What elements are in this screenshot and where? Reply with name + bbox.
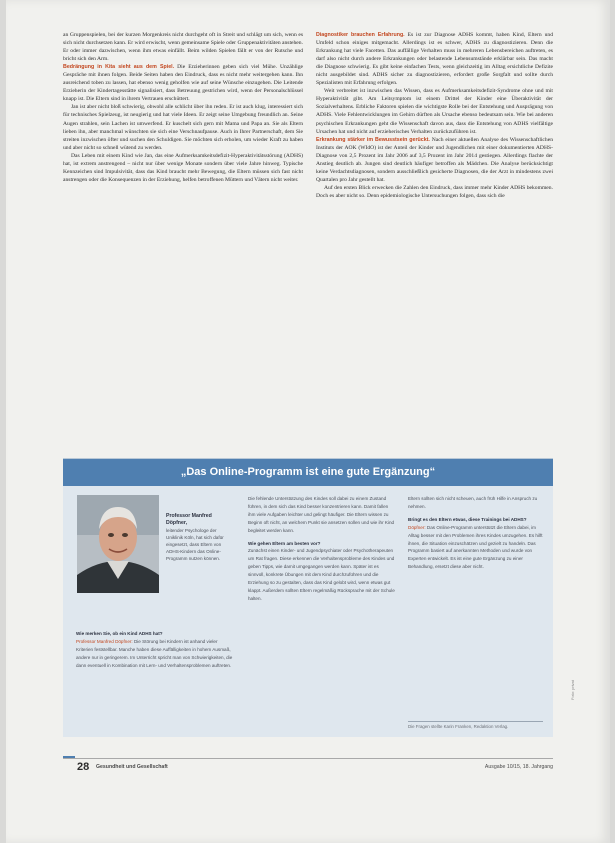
interview-answer: Döpfner: Das Online-Programm unterstützt die Eltern dabei, im Alltag besser mit den Problemen ihres Kindes umzugehen. Es hilft ihnen, die Situation einzuschätzen und gezielt zu handeln. Das Programm basiert auf anerkannten Methoden und wurde von Experten entwickelt. Es ist eine gute Ergänzung zu einer Behandlung, ersetzt diese aber nicht. [408,524,543,570]
speaker: Döpfner: [408,524,426,530]
photo-credit: Foto: privat [570,679,575,700]
interview-answer: Eltern sollten sich nicht scheuen, auch früh Hilfe in Anspruch zu nehmen. [408,496,538,509]
interview-title: „Das Online-Programm ist eine gute Ergänzung“ [63,459,553,486]
paragraph: Jan ist aber nicht bloß schwierig, obwohl alle schlicht über ihn reden. Er ist auch klug, interessiert sich für technisches Spielzeug, ist neugierig und hat viele Ideen. Er zeigt seine Umgebung freundlich an. Seine Augen strahlen, sein Lachen ist umwerfend. Er kuschelt sich gern mit Mama und Papa an. Sie als Eltern lieben ihn, aber manchmal wünschten sie sich eine Verschnaufpause. Auch in Ihrer Partnerschaft, dem Sie streiten inzwischen öfter und suchen den Schuldigen. Sie möchten sich erholen, um wieder Kraft zu haben und aber nicht so schnell wütend zu werden. [63,104,303,151]
paragraph-lead: Bedrängung in Kita sieht aus dem Spiel. [63,64,175,71]
interview-answer: Zunächst einen Kinder- und Jugendpsychiater oder Psychotherapeuten um Rat fragen. Diese erkennen die Verhaltensprobleme des Kindes und geben Tipps, wie damit umgegangen werden kann. Später ist es sinnvoll, konkrete Übungen mit dem Kind durchzuführen und die Erziehung so zu gestalten, dass das Kind gelobt wird, wenn etwas gut klappt. Außerdem sollten Eltern regelmäßig Rücksprache mit der Schule halten. [248,548,395,601]
page-number: 28 [77,761,90,773]
magazine-page [6,0,610,843]
interview-question: Wie merken Sie, ob ein Kind ADHS hat? [76,631,163,636]
paragraph-lead: Erkrankung stärker im Bewusstsein gerückt. [316,136,430,143]
article-right-column [316,31,553,200]
interview-question: Wie gehen Eltern am besten vor? [248,540,321,546]
caption-text: leitender Psychologe der Uniklinik Köln, hat sich dafür eingesetzt, dass Eltern von ADHS-Kindern das Online-Programm nutzen können. [166,528,224,561]
paragraph: Diagnostiker brauchen Erfahrung. Es ist zur Diagnose ADHS kommt, haben Kind, Eltern und Umfeld schon einiges mitgemacht. Allerdings ist es schwer, ADHS zu diagnostizieren. Denn die Erkrankung hat viele Facetten. Das auffällige Verhalten muss in mehreren Lebensbereichen auftreten, es darf also nicht durch andere Erkrankungen oder belastende Lebensumstände erklärbar sein. Das macht die Diagnose schwierig. Es gibt keine einfachen Tests, wenn gleichzeitig im Alltag ersichtliche Defizite nicht ausgebildet sind. ADHS sicher zu diagnostizieren, erfordert große Sorgfalt und sollte durch Spezialisten mit Erfahrung erfolgen. [316,32,553,87]
photo-caption [166,513,231,562]
speaker: Professor Manfred Döpfner: [76,638,133,644]
interview-column-1 [76,630,234,670]
interview-box [63,458,553,737]
interview-answer: Professor Manfred Döpfner: Die Störung bei Kindern ist anhand vieler Kriterien feststellbar. Manche haben diese Auffälligkeiten in hohem Ausmaß, andere nur in geringerem. Im Unterricht spricht man von Schwierigkeiten, die dann eventuell in Kombination mit Lern- und Verhaltensproblemen auftreten. [76,638,233,668]
interview-column-3 [408,495,543,571]
paragraph: Erkrankung stärker im Bewusstsein gerückt. Nach einer aktuellen Analyse des Wissenschaftlichen Instituts der AOK (WIdO) ist der Anteil der Kinder und Jugendlichen mit einer dokumentierten ADHS-Diagnose von 2,5 Prozent im Jahr 2006 auf 3,5 Prozent im Jahr 2014 gestiegen. Allerdings flachte der Anstieg deutlich ab. Jungen sind deutlich häufiger betroffen als Mädchen. Die Analyse berücksichtigt keine Verdachtsdiagnosen, sondern ausschließlich gesicherte Diagnosen, die der Arzt in mindestens zwei Quartalen pro Jahr gestellt hat. [316,136,553,183]
paragraph: Auf den ersten Blick erwecken die Zahlen den Eindruck, dass immer mehr Kinder ADHS bekommen. Doch es aber nicht so. Denn epidemiologische Untersuchungen folgen, dass sich die [316,184,553,199]
interview-column-2 [248,495,396,603]
caption-name: Professor Manfred Döpfner, [166,513,212,526]
paragraph-lead: Diagnostiker brauchen Erfahrung. [316,32,405,38]
interview-answer: Die fehlende Unterstützung des Kindes soll dabei zu einem Zustand führen, in dem sich das Kind besser konzentrieren kann. Damit fallen ihm viele Aufgaben leichter und gelingt häufiger. Die Eltern wissen zu Beginn oft nicht, an welchem Punkt sie ansetzen sollen und wie ihr Kind begleitet werden kann. [248,496,395,533]
paragraph: Das Leben mit einem Kind wie Jan, das eine Aufmerksamkeitsdefizit-Hyperaktivitätsstörung (ADHS) hat, ist extrem anstrengend – nicht nur über wenige Monate sondern über viele Jahre hinweg. Typische Kennzeichen sind Impulsivität, dass das Kind braucht mehr Bewegung, die Eltern müssen sich fast nicht anstrengen oder die Konsequenzen in der Erziehung, helfen betroffenen Müttern und Vätern nicht weiter. [63,152,303,183]
section-name: Gesundheit und Gesellschaft [96,764,168,770]
page-footer [63,758,553,777]
portrait-illustration [77,495,159,593]
issue-info: Ausgabe 10/15, 18. Jahrgang [484,764,553,770]
interview-question: Bringt es den Eltern etwas, diese Trainings bei ADHS? [408,516,527,522]
paragraph: Bedrängung in Kita sieht aus dem Spiel. Die Erzieherinnen geben sich viel Mühe. Unzählige Gespräche mit ihnen folgen. Beide Seiten haben den Eindruck, dass es nicht mehr weitergehen kann. Ihn ausreichend toben zu lassen, hat ebenso wenig geholfen wie auf seine Wünsche einzugehen. Die Leitende Erzieherin der Kindertagesstätte signalisiert, dass Betreuung gestrichen wird, wenn der Personalschlüssel knapp ist. Die Eltern sind in ihrem Vertrauen erschüttert. [63,64,304,103]
interview-credit: Die Fragen stellte Karin Franken, Redaktion Verlag. [408,721,543,729]
paragraph: Weit verbreitet ist inzwischen das Wissen, dass es Aufmerksamkeitsdefizit-Syndrome ohne und mit Hyperaktivität gibt. Am Leitsymptom ist einem Drittel der Kinder eine Überaktivität der Sozialverhaltens. Erbliche Faktoren spielen die wichtigste Rolle bei der Entstehung und Ausprägung von ADHS. Viele Fehlentwicklungen im Gehirn dürften als Ursache ebenso bedeutsam sein. Wie bei anderen psychischen Erkrankungen geht die Wissenschaft davon aus, dass die Entstehung von ADHS vielfältige Ursachen hat und nicht auf erzieherisches Verhalten zurückzuführen ist. [316,88,553,135]
paragraph: an Gruppenspielen, bei der kurzen Morgenkreis nicht durchgeht oft in Streit und schlägt um sich, wenn es sich nicht durchsetzen kann. Er wird erwischt, wenn gemeinsame Spiele oder Gruppenaktivitäten anstehen. Er oder immer dazwischen, wenn ihm etwas einfällt. Beim wilden Spielen fällt er von der Rutsche und bricht sich den Arm. [63,32,303,63]
portrait-photo [77,495,159,593]
article-left-column [63,31,303,184]
